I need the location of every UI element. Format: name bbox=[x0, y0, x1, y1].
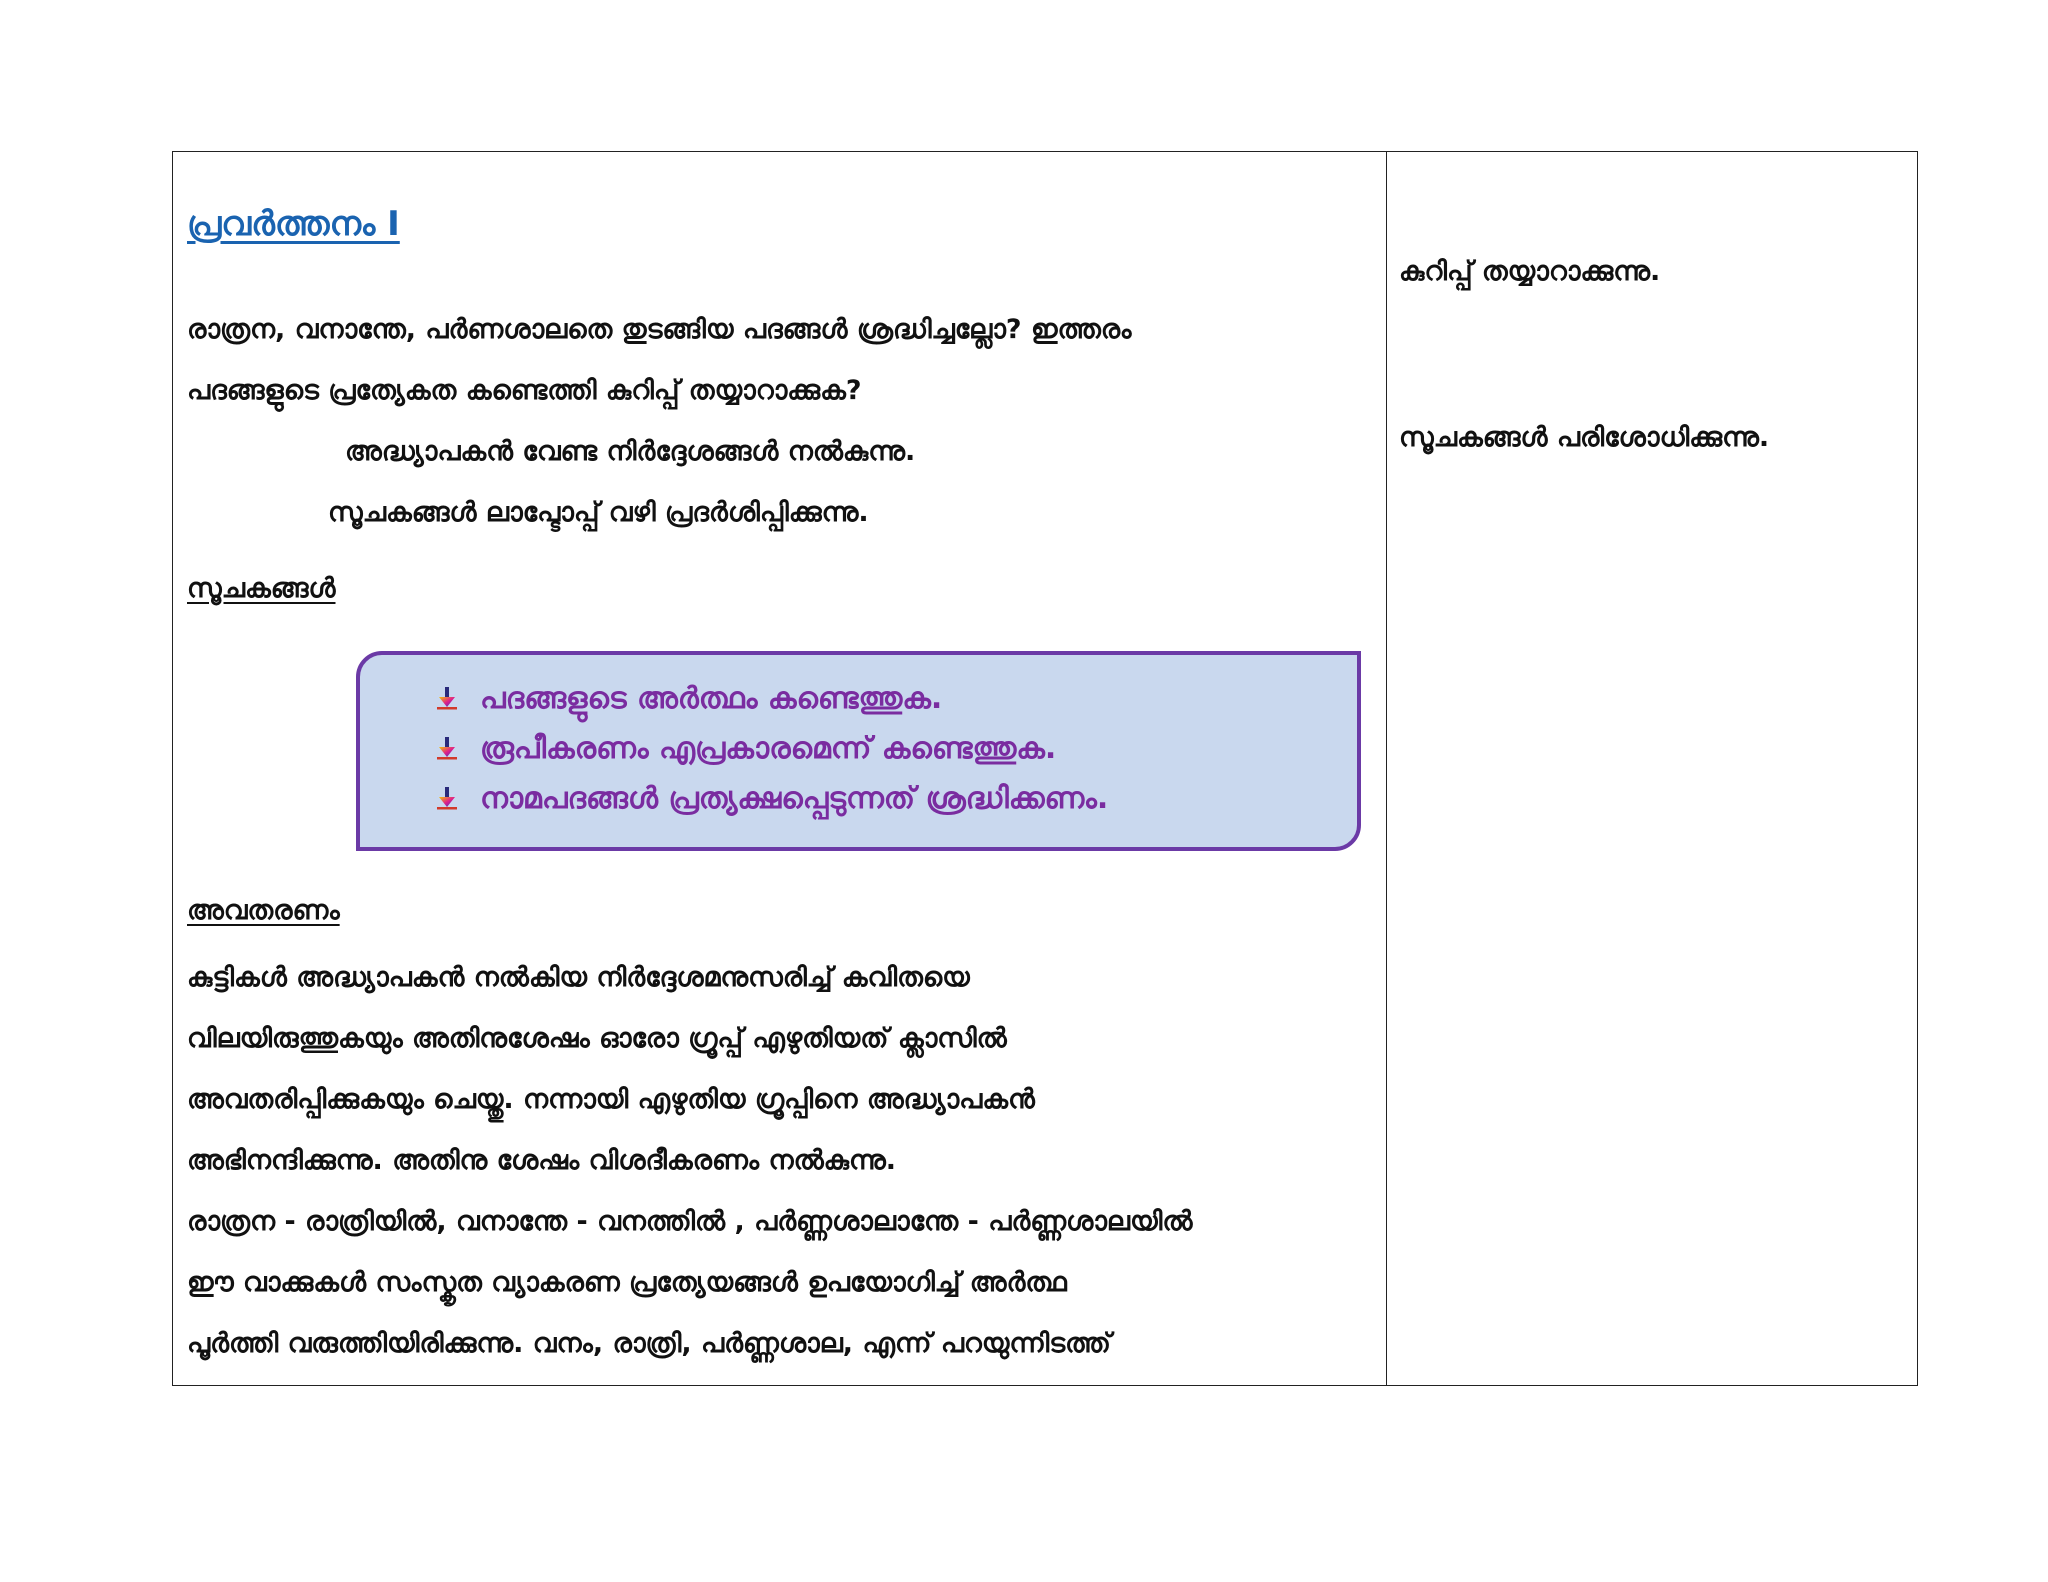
hints-heading: സൂചകങ്ങൾ bbox=[187, 573, 336, 604]
presentation-heading: അവതരണം bbox=[187, 895, 340, 926]
lesson-table bbox=[172, 151, 1918, 1386]
hints-list bbox=[434, 673, 1108, 823]
arrow-down-bullet-icon bbox=[434, 735, 460, 761]
hint-text: രൂപീകരണം എപ്രകാരമെന്ന് കണ്ടെത്തുക. bbox=[480, 730, 1057, 766]
activity-heading[interactable]: പ്രവർത്തനം I bbox=[187, 204, 400, 244]
presentation-line: കുട്ടികൾ അദ്ധ്യാപകൻ നൽകിയ നിർദ്ദേശമനുസരിച്ച് കവിതയെ bbox=[187, 962, 970, 993]
arrow-down-bullet-icon bbox=[434, 685, 460, 711]
hint-text: പദങ്ങളുടെ അർത്ഥം കണ്ടെത്തുക. bbox=[480, 680, 943, 716]
arrow-down-bullet-icon bbox=[434, 785, 460, 811]
side-note: കുറിപ്പ് തയ്യാറാക്കുന്നു. bbox=[1399, 256, 1661, 287]
activity-column bbox=[173, 152, 1387, 1385]
side-note: സൂചകങ്ങൾ പരിശോധിക്കുന്നു. bbox=[1399, 422, 1770, 453]
hint-item bbox=[434, 773, 1108, 823]
teacher-instruction-line: അദ്ധ്യാപകൻ വേണ്ട നിർദ്ദേശങ്ങൾ നൽകുന്നു. bbox=[345, 436, 916, 467]
intro-line: പദങ്ങളുടെ പ്രത്യേകത കണ്ടെത്തി കുറിപ്പ് തയ്യാറാക്കുക? bbox=[187, 375, 862, 406]
hint-item bbox=[434, 723, 1108, 773]
intro-line: രാത്രന, വനാന്തേ, പർണശാലതെ തുടങ്ങിയ പദങ്ങൾ ശ്രദ്ധിച്ചല്ലോ? ഇത്തരം bbox=[187, 314, 1132, 345]
presentation-line: രാത്രന - രാത്രിയിൽ, വനാന്തേ - വനത്തിൽ , പർണ്ണശാലാന്തേ - പർണ്ണശാലയിൽ bbox=[187, 1206, 1193, 1237]
presentation-line: അഭിനന്ദിക്കുന്നു. അതിനു ശേഷം വിശദീകരണം നൽകുന്നു. bbox=[187, 1145, 897, 1176]
hints-display-line: സൂചകങ്ങൾ ലാപ്ടോപ്പ് വഴി പ്രദർശിപ്പിക്കുന്നു. bbox=[328, 497, 869, 528]
presentation-line: പൂർത്തി വരുത്തിയിരിക്കുന്നു. വനം, രാത്രി, പർണ്ണശാല, എന്ന് പറയുന്നിടത്ത് bbox=[187, 1328, 1111, 1359]
presentation-line: ഈ വാക്കുകൾ സംസ്കൃത വ്യാകരണ പ്രത്യേയങ്ങൾ ഉപയോഗിച്ച് അർത്ഥ bbox=[187, 1267, 1067, 1298]
presentation-line: അവതരിപ്പിക്കുകയും ചെയ്തു. നന്നായി എഴുതിയ ഗ്രൂപ്പിനെ അദ്ധ്യാപകൻ bbox=[187, 1084, 1035, 1115]
hints-box bbox=[356, 651, 1361, 851]
hint-text: നാമപദങ്ങൾ പ്രത്യക്ഷപ്പെടുന്നത് ശ്രദ്ധിക്കണം. bbox=[480, 780, 1109, 816]
hint-item bbox=[434, 673, 1108, 723]
presentation-line: വിലയിരുത്തുകയും അതിനുശേഷം ഓരോ ഗ്രൂപ്പ് എഴുതിയത് ക്ലാസിൽ bbox=[187, 1023, 1007, 1054]
notes-column bbox=[1387, 152, 1917, 1385]
